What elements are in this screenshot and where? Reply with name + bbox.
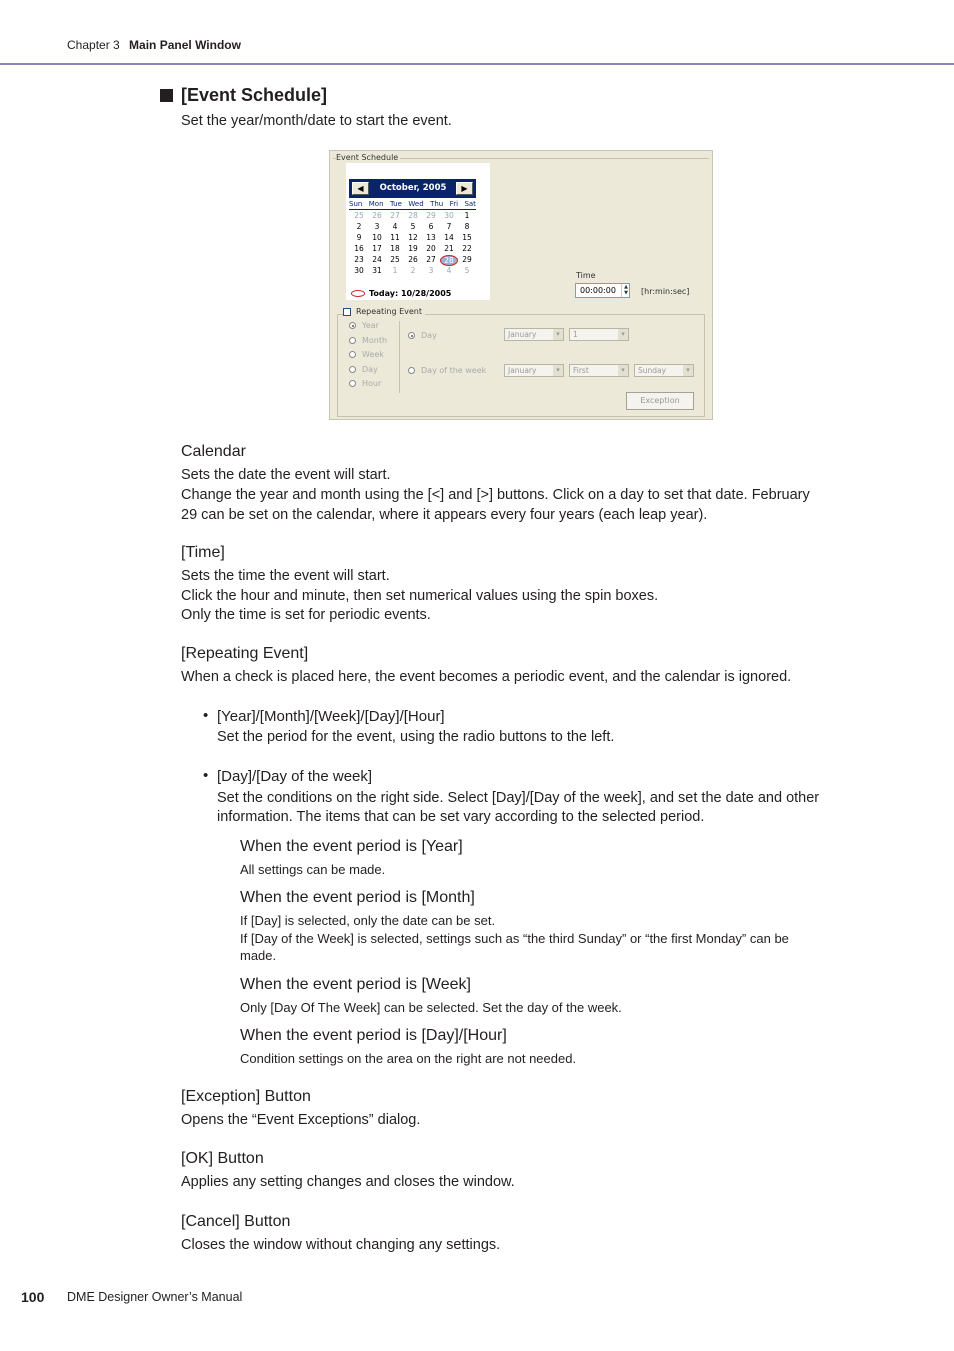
day-cell[interactable]: 13 [426, 233, 436, 242]
section-title-text: [Event Schedule] [181, 85, 328, 105]
selected-day-cell[interactable]: 28 [440, 255, 458, 266]
day-number-select[interactable]: 1 ▾ [569, 328, 629, 341]
chapter-label: Chapter 3 [67, 38, 120, 52]
period-month-text-2: If [Day of the Week] is selected, settings such as “the third Sunday” or “the first Monday” can be [240, 931, 789, 946]
checkbox-icon [343, 308, 351, 316]
today-link[interactable] [351, 289, 451, 298]
day-cell[interactable]: 7 [446, 222, 452, 231]
radio-hour[interactable] [349, 379, 381, 388]
day-cell[interactable]: 25 [354, 211, 364, 220]
bullet-dot-icon: • [203, 767, 209, 784]
radio-day[interactable] [349, 365, 378, 374]
radio-icon [408, 332, 415, 339]
radio-icon [349, 337, 356, 344]
day-cell[interactable]: 29 [426, 211, 436, 220]
period-dayhour-heading: When the event period is [Day]/[Hour] [240, 1027, 507, 1044]
radio-year[interactable] [349, 321, 379, 330]
day-cell[interactable]: 4 [392, 222, 398, 231]
time-text-2: Click the hour and minute, then set numerical values using the spin boxes. [181, 588, 659, 604]
day-cell[interactable]: 22 [462, 244, 472, 253]
chapter-title: Main Panel Window [129, 38, 241, 52]
manual-title: DME Designer Owner’s Manual [67, 1290, 243, 1304]
day-cell[interactable]: 17 [372, 244, 382, 253]
period-month-text-1: If [Day] is selected, only the date can be set. [240, 913, 496, 928]
day-cell[interactable]: 11 [390, 233, 400, 242]
day-cell[interactable]: 10 [372, 233, 382, 242]
calendar-text-1: Sets the date the event will start. [181, 467, 391, 483]
day-grid [350, 211, 476, 277]
radio-icon [349, 366, 356, 373]
exception-text: Opens the “Event Exceptions” dialog. [181, 1112, 421, 1128]
radio-day-option[interactable] [408, 331, 437, 340]
day-cell[interactable]: 21 [444, 244, 454, 253]
ok-text: Applies any setting changes and closes the window. [181, 1174, 515, 1190]
time-text-1: Sets the time the event will start. [181, 568, 390, 584]
radio-month[interactable] [349, 336, 387, 345]
day-cell[interactable]: 12 [408, 233, 418, 242]
day-cell[interactable]: 15 [462, 233, 472, 242]
cancel-text: Closes the window without changing any settings. [181, 1237, 501, 1253]
period-year-heading: When the event period is [Year] [240, 838, 463, 855]
day-cell[interactable]: 25 [390, 255, 400, 264]
radio-week-label: Week [362, 350, 384, 359]
day-cell[interactable]: 2 [356, 222, 362, 231]
bullet2-text-2: information. The items that can be set vary according to the selected period. [217, 809, 705, 825]
day-cell[interactable]: 26 [408, 255, 418, 264]
day-cell[interactable]: 28 [408, 211, 418, 220]
day-cell[interactable]: 29 [462, 255, 472, 264]
radio-day-of-week-option[interactable] [408, 366, 486, 375]
running-header [67, 38, 241, 52]
time-label: Time [576, 271, 596, 280]
bullet2-title: [Day]/[Day of the week] [217, 768, 373, 785]
section-title [160, 85, 327, 106]
calendar-month-label: October, 2005 [379, 183, 447, 193]
period-year-text: All settings can be made. [240, 862, 386, 877]
weekday-divider [349, 209, 476, 210]
exception-heading: [Exception] Button [181, 1088, 311, 1105]
ok-heading: [OK] Button [181, 1150, 264, 1167]
day-cell[interactable]: 16 [354, 244, 364, 253]
radio-day-label: Day [362, 365, 378, 374]
group-label: Event Schedule [336, 153, 399, 162]
radio-day-option-label: Day [421, 331, 437, 340]
period-week-text: Only [Day Of The Week] can be selected. Set the day of the week. [240, 1000, 622, 1015]
day-cell[interactable]: 23 [354, 255, 364, 264]
repeating-event-label: Repeating Event [356, 307, 422, 316]
dow-weekday-select[interactable]: Sunday ▾ [634, 364, 694, 377]
calendar[interactable] [346, 163, 490, 300]
event-schedule-dialog [329, 150, 713, 420]
dow-month-select[interactable]: January ▾ [504, 364, 564, 377]
day-cell[interactable]: 31 [372, 266, 382, 275]
page-number: 100 [21, 1289, 45, 1305]
bullet1-title: [Year]/[Month]/[Week]/[Day]/[Hour] [217, 708, 445, 725]
period-month-text-3: made. [240, 948, 277, 963]
radio-hour-label: Hour [362, 379, 382, 388]
weekday-label: Thu [430, 200, 444, 208]
day-cell[interactable]: 5 [410, 222, 416, 231]
day-cell[interactable]: 19 [408, 244, 418, 253]
time-heading: [Time] [181, 544, 225, 561]
section-intro: Set the year/month/date to start the event. [181, 113, 452, 129]
exception-button[interactable]: Exception [626, 392, 694, 410]
day-cell[interactable]: 9 [356, 233, 362, 242]
day-cell[interactable]: 3 [374, 222, 380, 231]
weekday-label: Sat [464, 200, 476, 208]
dow-ordinal-select[interactable]: First ▾ [569, 364, 629, 377]
calendar-header [349, 179, 476, 198]
day-cell[interactable]: 27 [390, 211, 400, 220]
weekday-label: Mon [368, 200, 384, 208]
calendar-text-3: 29 can be set on the calendar, where it appears every four years (each leap year). [181, 507, 708, 523]
day-cell[interactable]: 26 [372, 211, 382, 220]
repeating-event-checkbox[interactable] [343, 307, 425, 316]
day-cell[interactable]: 27 [426, 255, 436, 264]
radio-month-label: Month [362, 336, 388, 345]
day-cell[interactable]: 14 [444, 233, 454, 242]
radio-icon [349, 351, 356, 358]
day-month-select[interactable]: January ▾ [504, 328, 564, 341]
period-week-heading: When the event period is [Week] [240, 976, 471, 993]
cancel-heading: [Cancel] Button [181, 1213, 291, 1230]
square-bullet-icon [160, 89, 173, 102]
radio-dow-option-label: Day of the week [421, 366, 487, 375]
day-cell[interactable]: 18 [390, 244, 400, 253]
bullet1-text: Set the period for the event, using the radio buttons to the left. [217, 729, 615, 745]
day-cell[interactable]: 4 [446, 266, 452, 275]
day-cell[interactable]: 8 [464, 222, 470, 231]
day-cell[interactable]: 6 [428, 222, 434, 231]
day-cell[interactable]: 3 [428, 266, 434, 275]
weekday-label: Sun [349, 200, 363, 208]
period-dayhour-text: Condition settings on the area on the right are not needed. [240, 1051, 577, 1066]
day-cell[interactable]: 30 [354, 266, 364, 275]
weekday-label: Wed [408, 200, 424, 208]
day-cell[interactable]: 1 [392, 266, 398, 275]
repeating-heading: [Repeating Event] [181, 645, 309, 662]
radio-week[interactable] [349, 350, 384, 359]
period-month-heading: When the event period is [Month] [240, 889, 475, 906]
weekday-label: Tue [389, 200, 402, 208]
radio-icon [349, 380, 356, 387]
radio-icon [408, 367, 415, 374]
day-cell[interactable]: 5 [464, 266, 470, 275]
header-rule [0, 63, 954, 65]
bullet-dot-icon: • [203, 707, 209, 724]
day-cell[interactable]: 2 [410, 266, 416, 275]
weekday-label: Fri [449, 200, 459, 208]
radio-year-label: Year [362, 321, 379, 330]
day-cell[interactable]: 30 [444, 211, 454, 220]
radio-icon [349, 322, 356, 329]
repeating-text: When a check is placed here, the event becomes a periodic event, and the calendar is ignored. [181, 669, 792, 685]
time-format-label: [hr:min:sec] [641, 287, 690, 296]
time-spin-buttons[interactable]: ▲ ▼ [621, 284, 630, 297]
time-input[interactable]: 00:00:00 [575, 283, 630, 298]
day-cell[interactable]: 1 [464, 211, 470, 220]
time-text-3: Only the time is set for periodic events. [181, 607, 431, 623]
day-cell[interactable]: 20 [426, 244, 436, 253]
weekday-row [349, 200, 476, 208]
options-divider [399, 321, 400, 393]
today-label: Today: 10/28/2005 [369, 289, 452, 298]
today-circle-icon [351, 290, 365, 297]
prev-month-button[interactable]: ◀ [352, 182, 369, 195]
calendar-text-2: Change the year and month using the [<] and [>] buttons. Click on a day to set that date. February [181, 487, 810, 503]
calendar-heading: Calendar [181, 443, 246, 460]
bullet2-text-1: Set the conditions on the right side. Select [Day]/[Day of the week], and set the date and other [217, 790, 820, 806]
day-cell[interactable]: 24 [372, 255, 382, 264]
next-month-button[interactable]: ▶ [456, 182, 473, 195]
